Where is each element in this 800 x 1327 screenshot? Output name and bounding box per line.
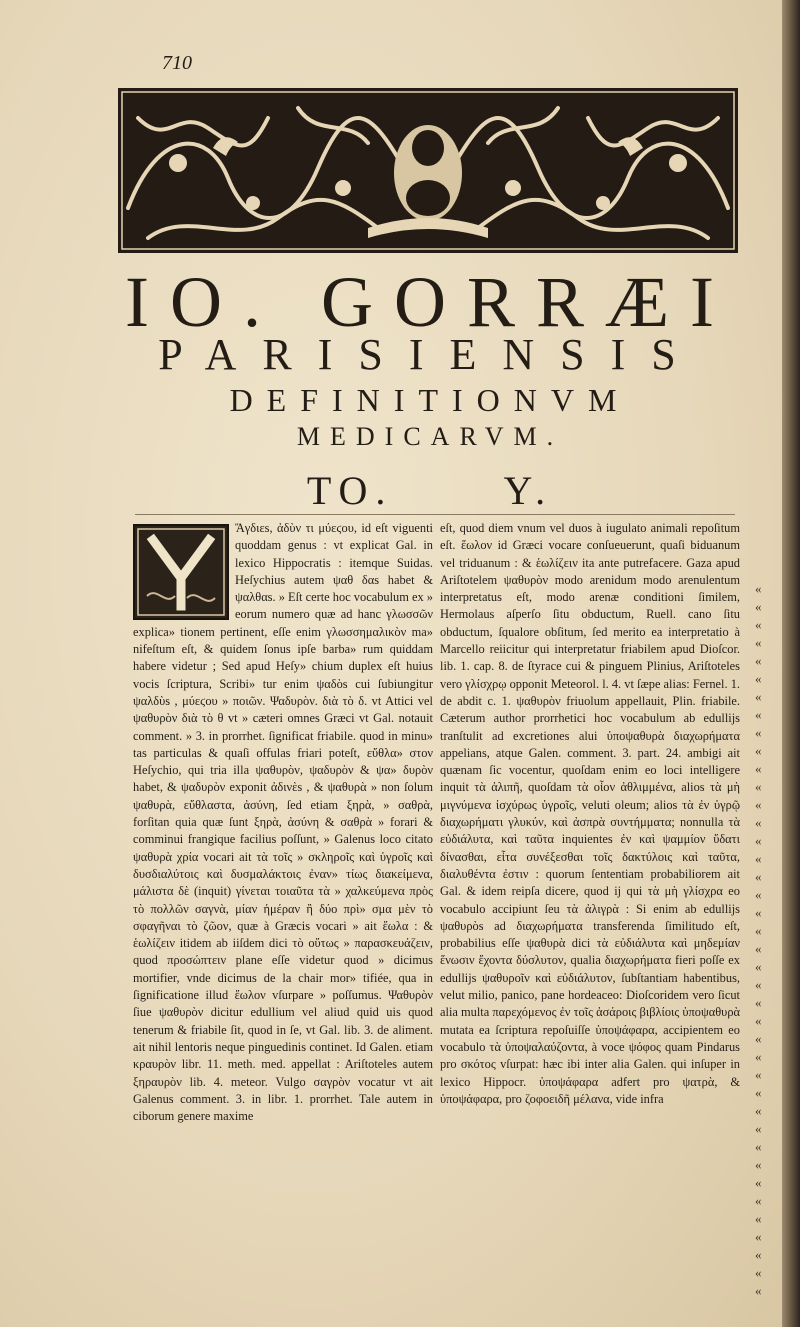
- right-text-column: [440, 520, 740, 1320]
- left-text-column: [133, 520, 433, 1320]
- title-medicarum: MEDICARVM.: [296, 422, 564, 451]
- book-edge: [782, 0, 800, 1327]
- left-column-text: Ἄγδιεs, ἀδὺν τι μύεϛου, id eſt viguenti quoddam genus : vt explicat Gal. in lexico Hippocratis : itemque Suidas. Heſychius autem ψαθ δαs habet & ψαλθαs. » Eſt certe hoc vocabulum ex » eorum numero quæ ad hanc γλωσσῶν explica» tionem pertinent, eſſe enim γλωσσημαλικὸν ma» nifeſtum eſt, & quidem ſonus ipſe barba» rum quiddam habere videtur ; Sed apud Heſy» chium duplex eſt huius vocis ſcriptura, Scribi» tur enim ψαδὸs cui ſubiungitur ψαλδὺs , μύεϛου » ποιῶν. Ψαδυρὸν. διὰ τὸ δ. vt Attici vel ψαθυρὸν διὰ τὸ θ vt » cæteri omnes Græci vt Gal. notauit comment. » 3. in prorrhet. ſignificat friabile. quod in minu» tas particulas & quaſi offulas friari poteſt, εὔθλα» στον Heſychio, qui tria illa ψαθυρὸν, ψαδυρὸν & ψα» δυρὸν habet, & ψαδυρὸν exponit ἀδινὲs , & ψαθυρὰ » non ſolum ψαθυρὰ, εὔθλαστα, ἀσύνη, ſed etiam ξηρὰ, » σαθρὰ, forſitan quia quæ ſunt ξηρὰ, ἀσύνη & σαθρὰ » forari & comminui frangique facilius poſſunt, » Galenus loco citato ψαθυρὰ χρία vocari ait τὰ τοῖς » σκληροῖς καὶ ὑγροῖς καὶ δυσδιαλύτοις καὶ δυσμαλάκτοις ἐναν» τίως διακείμενα, μάλιστα δὲ (inquit) γίνεται τοιαῦτα τὰ » χαλκεύμενα πρὸς τὸ πολλῶν σαγνὰ, μίαν ἡμέραν ἢ δύο πρὶ» σμα μὲν τὸ σφαγῆναι τὸ ζῶον, quæ à Græcis vocari » ait ἕωλα : & ἑωλίζειν itidem ab iiſdem dici τὸ οὕτως » παρασκευάζειν, quod προσώπτειν plane eſſe videtur quod » dicimus mortifier, vnde dicimus de la chair mor» tifiée, qua in ſignificatione illud ἕωλον vſurpare » poſſumus. Ψαθυρὸν ſiue ψαθυρὸν dicitur edullium vel aliud quid uis quod tenerum & friabile ſit, quod in ſe, vt Gal. lib. 3. de aliment. ait nihil lentoris neque pinguedinis continet. Id Galen. etiam κραυρὸν libr. 11. meth. med. appellat : Ariſtoteles autem ξηραυρὸν lib. 4. meteor. Vulgo σαγρὸν vocatur vt ait Galenus comment. 3. in libr. 1. prorrhet. Tale autem in ciborum genere maxime: [133, 521, 433, 1124]
- title-parisiensis: PARISIENSIS: [158, 330, 702, 379]
- section-heading: [110, 468, 750, 514]
- ornamental-headpiece: [118, 88, 738, 253]
- title-definitionum: DEFINITIONVM: [229, 382, 631, 418]
- decorated-initial-icon: [133, 524, 229, 620]
- title-author: IO. GORRÆI: [124, 262, 735, 342]
- section-heading-right: Y.: [503, 468, 554, 513]
- heading-rule: [135, 514, 735, 515]
- margin-quotation-marks: « « « « « « « « « « « « « « « « « « « « « « « « « « « « « « « « « « « « « « « «: [755, 581, 762, 1298]
- right-column-text: eſt, quod diem vnum vel duos à iugulato animali repoſitum eſt. ἕωλον id Græci vocare conſueuerunt, quaſi biduanum vel triduanum : & ἑωλίζειν ita ante putrefacere. Gaza apud Ariſtotelem ψαθυρὸν modo arenidum modo arenulentum interpretatus eſt, modo arenæ conditioni ſimilem, Hermolaus aſperſo ſitu obductum, Ruell. cano ſitu obductum, ſqualore obſitum, ſed merito ea interpretatio à Marcello reiicitur qui interpretatur friabilem apud Dioſcor. lib. 1. cap. 8. de ſtyrace cui & pinguem Plinius, Ariſtoteles vero γλίσχρῳ opponit Meteorol. l. 4. vt ſæpe alias: Fernel. 1. de abdit c. 1. ψαθυρὸν friuolum appellauit, Plin. friabile. Cæterum author prorrhetici hoc vocabulum ab edullijs tranſtulit ad excretiones alui ὑποψαθυρὰ διαχωρήματα appelians, atque Galen. comment. 3. part. 24. ambigi ait quænam ſic vocentur, quoſdam enim eo loci intelligere inquit τὰ ἀλιπῆ, quoſdam τὰ οἷον ἀθλιμμένα, alios τὰ μὴ μιγνύμενα ἰσχύρως ὑγροῖς, veluti oleum; alios τὰ ἐν ὑγρῷ διαχωρήματι γλυκύν, καὶ ἀσπρὰ συντήμματα; nonnulla τὰ εὐδιάλυτα, καὶ ταῦτα inquientes ἐν καὶ ψαμμίον ὕδατι δίνασθαι, εἶτα συνέξεσθαι τοῖς δακτύλοις καὶ ταῦτα, διαλυθέντα ἐστιν : quorum ſententiam probabiliorem ait Gal. & idem reipſa dicere, quod ij qui τὰ μὴ γλίσχρα eo vocabulo accipiunt ſeu τὰ ἀλιγρὰ : Si enim ab edullijs ψαθυρὸs ad διαχωρήματα transferenda ſimilitudo eſt, probabilius eſſe ψαθυρὰ dici τὰ εὐδιάλυτα καὶ μηδεμίαν ἕνωσιν ἔχοντα δύσλυτον, qualia διαχωρήματα fieri poſſe ex edullijs ψαθυροῖν καὶ εὐδιάλυτον, ſubſtantiam habentibus, velut milio, panico, pane hordeaceo: Dioſcoridem vero ſicut alia multa παρεχόμενος ἐν τοῖς ἀσάροις βιβλίοις ὑποψαθυρὰ mutata ea ſcriptura repoſuiſſe ὑποψάφαρα, accipientem eo vocabulo τὰ ὑποψαλαύζοντα, à voce ψόφος quam Pindarus pro σκότος vſurpat: hæc ibi inter alia Galen. qui inſuper in lexico Hippocr. ὑποψάφαρα adfert pro ψατρὰ, & ὑποψάφαρα, pro ζοφοειδῆ μέλανα, vide infra: [440, 521, 740, 1106]
- section-heading-left: TO.: [306, 468, 394, 513]
- folio-number: 710: [162, 52, 192, 74]
